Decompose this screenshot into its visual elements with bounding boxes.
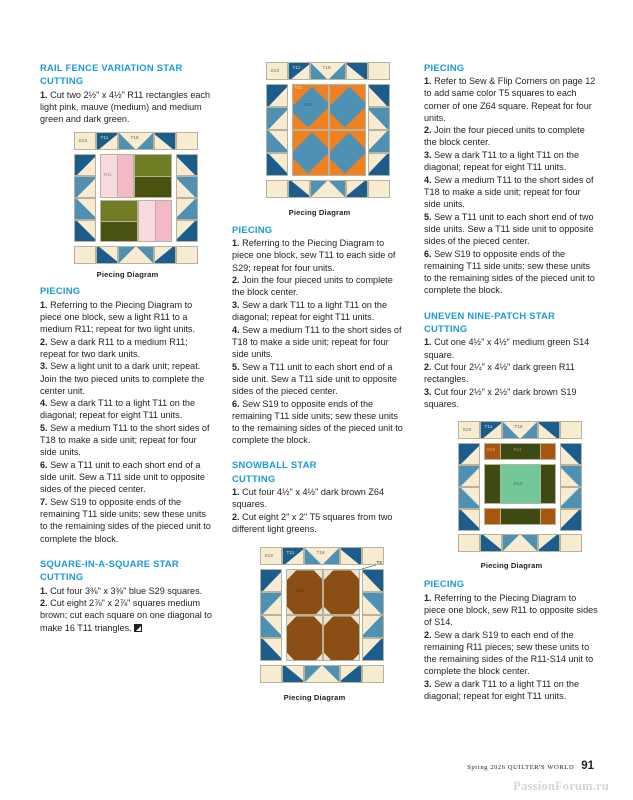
section-heading-snowball-star: SNOWBALL STAR xyxy=(232,459,317,471)
patch-s29-unit-2 xyxy=(329,84,366,130)
step-body: Sew a medium T11 to the short sides of T18 to make a side unit; repeat for four side units. xyxy=(40,423,210,458)
patch-side-right-2 xyxy=(368,107,390,130)
step-body: Sew S19 to opposite ends of the remaining T11 side units; sew these units to the remaining sides of the pieced unit to complete the block. xyxy=(232,398,403,446)
quilt-block-rail-fence xyxy=(58,132,198,244)
patch-side-left-2 xyxy=(458,465,480,487)
step-body: Sew a medium T11 to the short sides of T18 to make a side unit; repeat for four side units. xyxy=(424,174,594,210)
patch-t18-top xyxy=(502,421,538,439)
step-text xyxy=(424,149,599,173)
patch-t11-bottom-a xyxy=(96,246,118,264)
step-text xyxy=(424,75,599,124)
step-body: Sew S19 to opposite ends of the remaining T11 side units; sew these units to the remaining sides of the pieced unit to complete the block. xyxy=(424,248,595,296)
patch-r11-green-1 xyxy=(134,154,172,198)
patch-s19-top-right xyxy=(362,547,384,565)
step-body: Refer to Sew & Flip Corners on page 12 to add same color T5 squares to each corner of one Z64 square. Repeat for four units. xyxy=(424,76,596,123)
patch-z64-unit-1 xyxy=(286,569,323,615)
section-heading-piecing-uneven: PIECING xyxy=(424,578,465,590)
step-number: 2. xyxy=(232,275,240,286)
step-text xyxy=(40,336,215,360)
step-number: 2. xyxy=(424,362,432,373)
label-t11: T11 xyxy=(292,65,301,70)
patch-s19-top-left xyxy=(260,547,282,565)
step-number: 1. xyxy=(40,585,48,596)
step-body: Sew a dark T11 to a light T11 on the diagonal; repeat for eight T11 units. xyxy=(40,398,196,421)
diagram-uneven-nine-patch-star xyxy=(424,421,599,570)
patch-side-left-4 xyxy=(266,153,288,176)
step-number: 2. xyxy=(40,336,48,347)
step-body: Cut four 3⅜" x 3⅜" blue S29 squares. xyxy=(47,585,203,596)
step-number: 3. xyxy=(424,150,432,161)
patch-t11-top-a xyxy=(288,62,310,80)
section-heading-rail-fence: RAIL FENCE VARIATION STAR xyxy=(40,62,183,73)
patch-side-left-3 xyxy=(260,615,282,638)
label-t18: T18 xyxy=(130,135,139,141)
subheading-cutting-square: CUTTING xyxy=(40,570,84,582)
patch-t11-bottom-a xyxy=(282,665,304,683)
label-s19-center: S19 xyxy=(486,447,495,453)
step-body: Sew a T11 unit to each short end of a side unit. Sew a T11 side unit to opposite sides of the pieced center. xyxy=(232,361,397,397)
patch-t11-top-a xyxy=(480,421,502,439)
diagram-caption: Piecing Diagram xyxy=(96,270,159,280)
step-number: 1. xyxy=(40,299,48,310)
step-number: 5. xyxy=(232,361,240,372)
patch-side-right-3 xyxy=(362,615,384,638)
patch-side-left-2 xyxy=(260,592,282,615)
patch-side-right-1 xyxy=(362,569,384,592)
patch-s19-top-left xyxy=(266,62,288,80)
quilt-block-snowball xyxy=(244,547,396,685)
step-body: Sew a light unit to a dark unit; repeat. Join the two pieced units to complete the center unit. xyxy=(40,361,205,396)
patch-t11-top-a xyxy=(282,547,304,565)
patch-s19-bottom-left xyxy=(74,246,96,264)
step-body: Cut one 4½" x 4½" medium green S14 square. xyxy=(424,337,590,360)
patch-side-right-2 xyxy=(560,465,582,487)
page-number: 91 xyxy=(581,760,594,772)
diagram-caption: Piecing Diagram xyxy=(480,561,543,571)
step-text xyxy=(424,678,599,702)
step-text xyxy=(424,592,599,628)
step-body: Referring to the Piecing Diagram to piece one block, sew a light R11 to a medium R11; repeat for two light units. xyxy=(40,299,196,334)
patch-s19-bottom-left xyxy=(458,534,480,552)
step-number: 6. xyxy=(232,398,240,409)
step-number: 7. xyxy=(40,497,48,508)
label-t5: T5 xyxy=(376,560,383,566)
watermark-text: PassionForum.ru xyxy=(513,779,609,793)
patch-side-left-4 xyxy=(74,220,96,242)
step-number: 3. xyxy=(424,387,432,398)
patch-s19-top-right xyxy=(176,132,198,150)
diagram-square-in-a-square-star xyxy=(232,62,407,217)
patch-side-left-4 xyxy=(260,638,282,661)
step-body: Referring to the Piecing Diagram to piece one block, sew R11 to opposite sides of S14. xyxy=(424,592,598,627)
patch-t18-bottom xyxy=(502,534,538,552)
footer-issue-text: Spring 2026 QUILTER'S WORLD xyxy=(467,764,575,771)
step-number: 2. xyxy=(424,629,432,640)
diagram-caption: Piecing Diagram xyxy=(283,693,346,703)
patch-r11-pink-2 xyxy=(138,200,172,242)
quilt-block-square-in-square xyxy=(250,62,390,200)
subheading-cutting-snowball: CUTTING xyxy=(232,472,276,484)
step-body: Join the four pieced units to complete the block center. xyxy=(232,275,393,298)
patch-side-right-1 xyxy=(368,84,390,107)
section-heading-piecing-left: PIECING xyxy=(40,285,81,297)
step-body: Join the four pieced units to complete the block center. xyxy=(424,125,585,148)
step-number: 4. xyxy=(232,324,240,335)
patch-t11-top-a xyxy=(96,132,118,150)
patch-s19-top-left xyxy=(458,421,480,439)
step-body: Sew S19 to opposite ends of the remaining T11 side units; sew these units to the remaining sides of the pieced unit to complete the block. xyxy=(40,497,211,544)
step-body: Cut four 2¼" x 4½" dark green R11 rectangles. xyxy=(424,362,575,385)
step-text xyxy=(232,324,407,360)
step-number: 3. xyxy=(40,361,48,372)
section-heading-piecing-middle: PIECING xyxy=(232,224,273,235)
label-t18: T18 xyxy=(514,424,523,430)
step-number: 3. xyxy=(424,678,432,689)
label-s14: S14 xyxy=(513,481,522,487)
patch-side-right-1 xyxy=(176,154,198,176)
patch-side-left-3 xyxy=(266,130,288,153)
step-text xyxy=(424,124,599,148)
step-text xyxy=(424,361,599,385)
step-number: 1. xyxy=(40,89,48,100)
column-right xyxy=(424,62,599,706)
step-text xyxy=(40,496,215,545)
label-s19: S19 xyxy=(462,427,471,433)
label-t11: T11 xyxy=(286,550,295,556)
patch-s19-bottom-right xyxy=(560,534,582,552)
diagram-caption: Piecing Diagram xyxy=(288,208,351,217)
label-t11: T11 xyxy=(484,424,493,430)
patch-side-right-4 xyxy=(560,509,582,531)
section-heading-square-in-a-square: SQUARE-IN-A-SQUARE STAR xyxy=(40,557,179,569)
step-body: Sew a dark R11 to a medium R11; repeat for two dark units. xyxy=(40,336,188,359)
step-text xyxy=(424,386,599,410)
patch-side-right-4 xyxy=(362,638,384,661)
step-body: Sew a dark T11 to a light T11 on the diagonal; repeat for eight T11 units. xyxy=(424,678,580,701)
step-text xyxy=(424,174,599,210)
step-body: Sew a dark S19 to each end of the remaining R11 pieces; sew these units to the remaining sides of the R11-S14 unit to complete the block center. xyxy=(424,629,594,676)
label-s19: S19 xyxy=(78,138,87,144)
step-body: Sew a dark T11 to a light T11 on the diagonal; repeat for eight T11 units. xyxy=(232,299,388,323)
step-number: 2. xyxy=(424,125,432,136)
patch-t11-bottom-b xyxy=(538,534,560,552)
step-number: 5. xyxy=(424,211,432,222)
patch-side-left-3 xyxy=(458,487,480,509)
diagram-rail-fence-variation-star xyxy=(40,132,215,279)
step-text xyxy=(40,597,215,633)
patch-r11-green-2 xyxy=(100,200,138,242)
label-t11-center: T11 xyxy=(294,85,303,90)
column-middle xyxy=(232,62,407,706)
step-body: Cut eight 2⅞" x 2⅞" squares medium brown; cut each square on one diagonal to make 16 T11 triangles. xyxy=(40,598,212,633)
label-t11: T11 xyxy=(100,135,109,141)
patch-row-bottom-nine-patch xyxy=(484,508,556,525)
patch-s19-bottom-right xyxy=(368,180,390,198)
step-body: Sew a T11 unit to each short end of two side units. Sew a T11 side unit to opposite sides of the pieced center. xyxy=(424,211,594,247)
patch-t11-bottom-b xyxy=(346,180,368,198)
patch-side-left-1 xyxy=(74,154,96,176)
patch-t11-top-b xyxy=(154,132,176,150)
step-number: 6. xyxy=(424,248,432,259)
patch-side-left-2 xyxy=(266,107,288,130)
step-body: Sew a T11 unit to each short end of a side unit. Sew a T11 side unit to opposite sides of the pieced center. xyxy=(40,460,205,495)
patch-side-left-1 xyxy=(458,443,480,465)
patch-t11-top-b xyxy=(340,547,362,565)
step-number: 1. xyxy=(424,592,432,603)
patch-t18-top xyxy=(118,132,154,150)
patch-row-top-nine-patch xyxy=(484,443,556,460)
section-heading-piecing-right: PIECING xyxy=(424,62,465,73)
patch-s19-top-right xyxy=(368,62,390,80)
patch-t11-bottom-b xyxy=(340,665,362,683)
patch-side-right-1 xyxy=(560,443,582,465)
step-text xyxy=(40,89,215,125)
step-text xyxy=(40,422,215,458)
patch-s19-bottom-right xyxy=(362,665,384,683)
patch-t11-top-b xyxy=(346,62,368,80)
patch-side-left-3 xyxy=(74,198,96,220)
patch-z64-unit-4 xyxy=(323,615,360,661)
step-text xyxy=(232,361,407,397)
step-body: Cut four 2½" x 2½" dark brown S19 squares. xyxy=(424,387,577,410)
page-columns xyxy=(40,62,600,706)
step-number: 1. xyxy=(424,76,432,87)
patch-side-left-4 xyxy=(458,509,480,531)
patch-side-left-2 xyxy=(74,176,96,198)
patch-z64-unit-2 xyxy=(323,569,360,615)
step-text xyxy=(40,459,215,495)
step-number: 5. xyxy=(40,423,48,434)
step-body: Cut four 4½" x 4½" dark brown Z64 squares. xyxy=(232,487,385,510)
page-footer xyxy=(467,760,594,772)
patch-t18-top xyxy=(304,547,340,565)
step-number: 1. xyxy=(424,337,432,348)
patch-s29-unit-3 xyxy=(292,130,329,176)
step-body: Cut eight 2" x 2" T5 squares from two different light greens. xyxy=(232,512,393,535)
step-text xyxy=(232,274,407,298)
patch-s19-top-right xyxy=(560,421,582,439)
patch-s19-bottom-right xyxy=(176,246,198,264)
patch-side-left-1 xyxy=(266,84,288,107)
subheading-cutting-rail-fence: CUTTING xyxy=(40,75,84,87)
patch-t11-bottom-a xyxy=(480,534,502,552)
quilt-block-uneven-nine-patch xyxy=(442,421,582,553)
patch-t18-bottom xyxy=(310,180,346,198)
patch-s29-unit-1 xyxy=(292,84,329,130)
step-number: 4. xyxy=(40,398,48,409)
subheading-cutting-uneven: CUTTING xyxy=(424,322,468,334)
label-t18: T18 xyxy=(316,550,325,556)
patch-side-right-3 xyxy=(368,130,390,153)
patch-t18-top xyxy=(310,62,346,80)
step-number: 4. xyxy=(424,174,432,185)
patch-t18-bottom xyxy=(118,246,154,264)
step-text xyxy=(40,299,215,335)
step-number: 1. xyxy=(232,487,240,498)
step-text xyxy=(40,397,215,421)
section-heading-uneven-nine-patch: UNEVEN NINE-PATCH STAR xyxy=(424,309,556,321)
step-text xyxy=(232,486,407,510)
step-text xyxy=(232,398,407,447)
step-text xyxy=(40,585,215,597)
patch-side-right-2 xyxy=(176,176,198,198)
patch-s19-top-left xyxy=(74,132,96,150)
patch-s29-unit-4 xyxy=(329,130,366,176)
label-z64: Z64 xyxy=(295,588,304,594)
step-body: Sew a dark T11 to a light T11 on the diagonal; repeat for eight T11 units. xyxy=(424,150,580,173)
step-text xyxy=(424,211,599,247)
step-number: 2. xyxy=(40,598,48,609)
step-text xyxy=(232,237,407,273)
patch-z64-unit-3 xyxy=(286,615,323,661)
triangle-swatch-icon xyxy=(134,624,142,632)
patch-side-right-4 xyxy=(176,220,198,242)
patch-side-left-1 xyxy=(260,569,282,592)
label-s29: S29 xyxy=(303,102,312,107)
step-number: 2. xyxy=(232,512,240,523)
patch-side-right-3 xyxy=(560,487,582,509)
patch-t11-bottom-a xyxy=(288,180,310,198)
label-r11: R11 xyxy=(513,447,522,453)
step-text xyxy=(424,248,599,297)
step-text xyxy=(232,299,407,323)
label-s19: S19 xyxy=(264,553,273,559)
label-r11: R11 xyxy=(103,172,112,178)
step-text xyxy=(424,629,599,678)
column-left xyxy=(40,62,215,706)
diagram-snowball-star xyxy=(232,547,407,702)
patch-s19-bottom-left xyxy=(260,665,282,683)
patch-row-middle-nine-patch xyxy=(484,464,556,504)
step-number: 1. xyxy=(232,238,240,249)
label-t18: T18 xyxy=(322,65,331,70)
step-text xyxy=(40,360,215,396)
patch-s19-bottom-left xyxy=(266,180,288,198)
step-text xyxy=(232,511,407,535)
patch-r11-pink-1 xyxy=(100,154,134,198)
step-number: 6. xyxy=(40,460,48,471)
patch-t11-top-b xyxy=(538,421,560,439)
step-body: Cut two 2½" x 4½" R11 rectangles each light pink, mauve (medium) and medium green and dark green. xyxy=(40,89,211,125)
patch-side-right-4 xyxy=(368,153,390,176)
step-body: Referring to the Piecing Diagram to piece one block, sew T11 to each side of S29; repeat for four units. xyxy=(232,238,396,273)
patch-side-right-2 xyxy=(362,592,384,615)
patch-t11-bottom-b xyxy=(154,246,176,264)
label-s19: S19 xyxy=(270,68,279,73)
step-body: Sew a medium T11 to the short sides of T18 to make a side unit; repeat for four side units. xyxy=(232,324,402,360)
patch-side-right-3 xyxy=(176,198,198,220)
step-number: 3. xyxy=(232,299,240,310)
step-text xyxy=(424,336,599,360)
patch-t18-bottom xyxy=(304,665,340,683)
